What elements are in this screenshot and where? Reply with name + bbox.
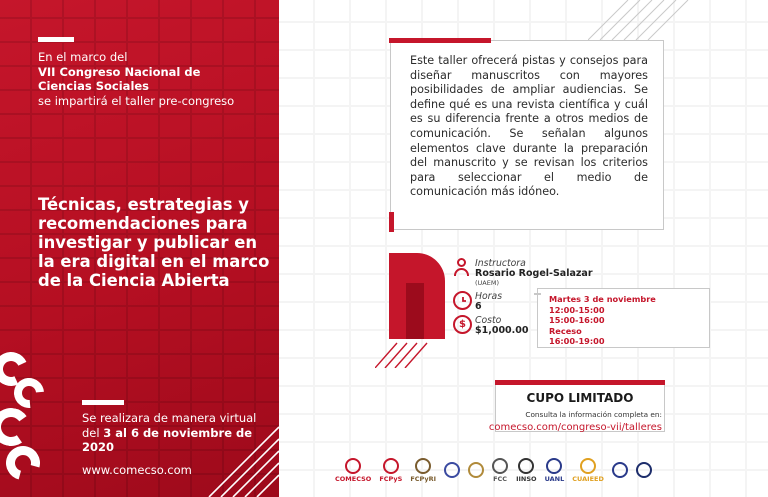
cost-value: $1,000.00	[475, 325, 529, 336]
sponsor-logo	[516, 457, 536, 483]
accent-bar	[389, 38, 491, 43]
info-tab-inner	[406, 283, 424, 339]
sponsor-logo-label: CUAIEED	[572, 474, 604, 483]
sponsor-logo-label: UANL	[544, 474, 565, 483]
sponsor-logo	[335, 457, 371, 483]
info-tab	[389, 253, 445, 339]
schedule-day: Martes 3 de noviembre	[549, 294, 656, 304]
sponsor-logo-icon	[492, 458, 508, 474]
decorative-lines	[189, 407, 279, 497]
description-text: Este taller ofrecerá pistas y consejos para diseñar manuscritos con mayores posibilidades de ampliar audiencias. Se define qué es una revista científica y cuál es su diferencia frente a otros medios de comunicación. Se señalan algunos elementos clave durante la preparación del manuscrito y se revisan los criterios para seleccionar el medio de comunicación más idóneo.	[410, 54, 648, 199]
sponsor-logo-icon	[383, 458, 399, 474]
cost-label: Costo	[475, 315, 502, 326]
sponsor-logo-label: FCPyRI	[410, 474, 437, 483]
virtual-prefix: Se realizara de manera virtual del	[82, 411, 257, 440]
sponsor-logo-icon	[468, 462, 484, 478]
hours-label: Horas	[475, 291, 503, 302]
sponsor-logo-icon	[546, 458, 562, 474]
description-box	[390, 40, 664, 230]
intro-congress: VII Congreso Nacional de Ciencias Sociales	[38, 64, 201, 93]
sponsor-logo	[612, 457, 628, 483]
sponsor-logo	[468, 457, 484, 483]
person-icon	[453, 258, 470, 278]
accent-bar-bottom	[82, 400, 124, 405]
sponsor-logo-icon	[345, 458, 361, 474]
cupo-link[interactable]: comecso.com/congreso-vii/talleres	[488, 422, 662, 433]
sponsor-logo-label: COMECSO	[335, 474, 372, 483]
instructor-label: Instructora	[475, 258, 526, 269]
dollar-icon: $	[453, 315, 472, 334]
virtual-dates: 3 al 6 de noviembre de 2020	[82, 425, 253, 454]
left-panel	[0, 0, 279, 497]
sponsor-logo-label: IINSO	[516, 474, 537, 483]
intro-line1: En el marco del	[38, 50, 128, 64]
sponsor-logo	[410, 457, 436, 483]
intro-text	[38, 50, 238, 108]
cupo-box	[488, 382, 665, 433]
sponsor-logo-icon	[518, 458, 534, 474]
sponsor-logo	[379, 457, 402, 483]
sponsor-logo	[492, 457, 508, 483]
sponsor-logo-icon	[444, 462, 460, 478]
intro-rest: se impartirá el taller pre-congreso	[38, 93, 235, 108]
schedule-box	[537, 288, 710, 348]
sponsor-logo	[572, 457, 604, 483]
cupo-subtitle: Consulta la información completa en:	[525, 410, 662, 419]
schedule-connector	[534, 293, 541, 295]
accent-bar-side	[389, 212, 394, 232]
sponsor-logo	[444, 457, 460, 483]
sponsor-logo-icon	[636, 462, 652, 478]
schedule-text	[549, 294, 656, 347]
schedule-slot3: 16:00-19:00	[549, 336, 605, 347]
sponsor-logo	[636, 457, 652, 483]
instructor-name: Rosario Rogel-Salazar	[475, 268, 593, 279]
sponsor-logo-icon	[580, 458, 596, 474]
schedule-slot1: 12:00-15:00	[549, 304, 605, 315]
schedule-break: Receso	[549, 325, 582, 336]
sponsor-logos	[335, 456, 765, 484]
sponsor-logo	[545, 457, 565, 483]
decorative-lines-top	[588, 0, 698, 40]
schedule-slot2: 15:00-16:00	[549, 315, 605, 326]
accent-bar	[495, 380, 665, 385]
decorative-lines-info	[375, 338, 435, 368]
workshop-title: Técnicas, estrategias y recomendaciones para investigar y publicar en la era digital en el marco de la Ciencia Abierta	[38, 195, 270, 290]
sponsor-logo-icon	[612, 462, 628, 478]
website-link[interactable]: www.comecso.com	[82, 463, 192, 477]
instructor-affiliation: (UAEM)	[475, 279, 499, 287]
accent-bar	[38, 37, 74, 42]
sponsor-logo-icon	[415, 458, 431, 474]
sponsor-logo-label: FCPyS	[379, 474, 403, 483]
clock-icon	[453, 291, 472, 310]
sponsor-logo-label: FCC	[493, 474, 508, 483]
hours-value: 6	[475, 301, 482, 312]
cupo-title: CUPO LIMITADO	[526, 391, 634, 405]
